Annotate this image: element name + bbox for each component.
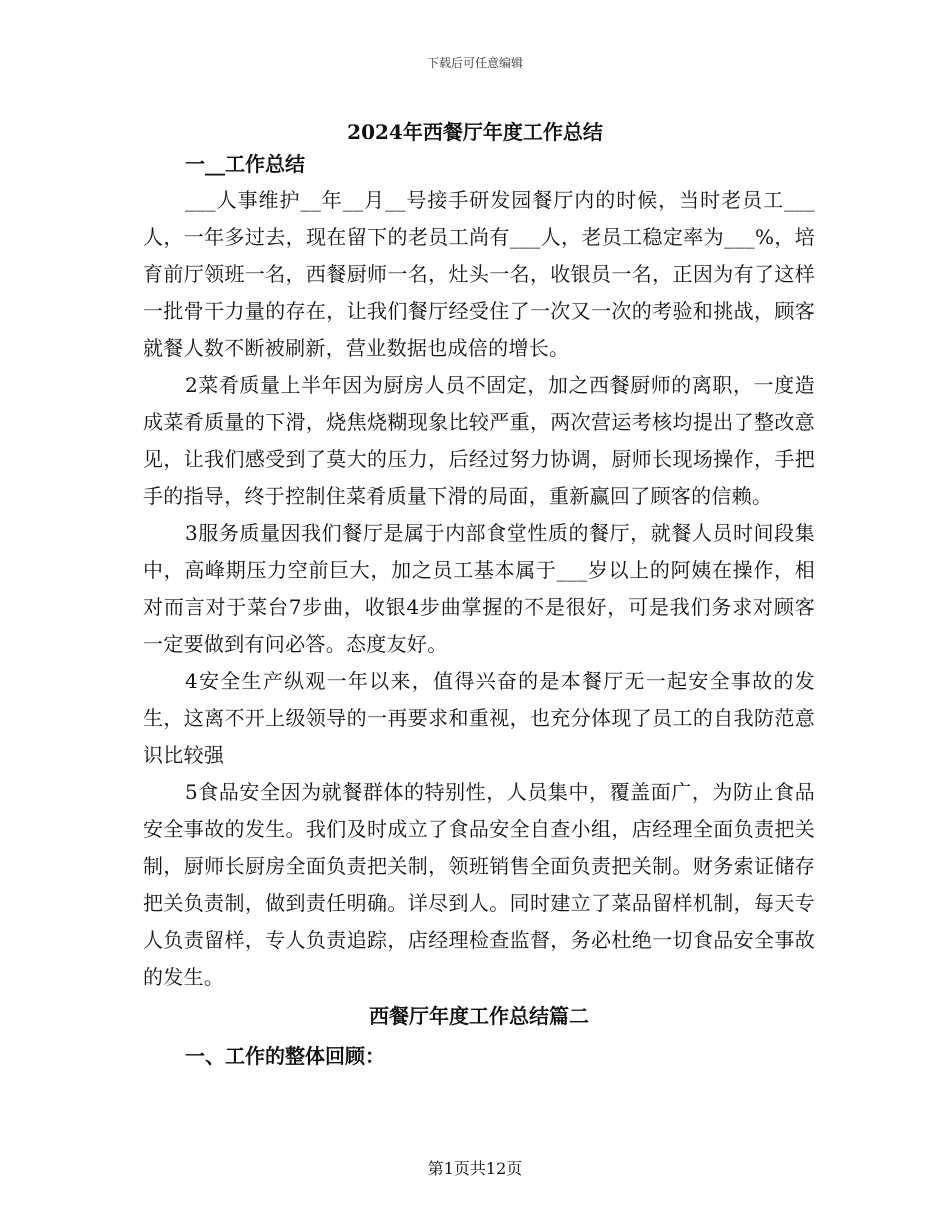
header-note: 下载后可任意编辑 [426, 56, 523, 70]
page-number: 第1页共12页 [427, 1159, 523, 1178]
paragraph-personnel: ___人事维护__年__月__号接手研发园餐厅内的时候，当时老员工___人，一年多过去，现在留下的老员工尚有___人，老员工稳定率为___%，培育前厅领班一名，西餐厨师一名，灶头一名，收银员一名，正因为有了这样一批骨干力量的存在，让我们餐厅经受住了一次又一次的考验和挑战，顾客就餐人数不断被刷新，营业数据也成倍的增长。 [143, 188, 815, 360]
paragraph-food-safety: 5食品安全因为就餐群体的特别性，人员集中，覆盖面广，为防止食品安全事故的发生。我们及时成立了食品安全自查小组，店经理全面负责把关制，厨师长厨房全面负责把关制，领班销售全面负责把关制。财务索证储存把关负责制，做到责任明确。详尽到人。同时建立了菜品留样机制，每天专人负责留样，专人负责追踪，店经理检查监督，务必杜绝一切食品安全事故的发生。 [143, 780, 815, 989]
paragraph-service-quality: 3服务质量因我们餐厅是属于内部食堂性质的餐厅，就餐人员时间段集中，高峰期压力空前巨大，加之员工基本属于___岁以上的阿姨在操作，相对而言对于菜台7步曲，收银4步曲掌握的不是很好，可是我们务求对顾客一定要做到有问必答。态度友好。 [143, 521, 815, 656]
document-title: 2024年西餐厅年度工作总结 [347, 120, 603, 144]
paragraph-dish-quality: 2菜肴质量上半年因为厨房人员不固定，加之西餐厨师的离职，一度造成菜肴质量的下滑，烧焦烧糊现象比较严重，两次营运考核均提出了整改意见，让我们感受到了莫大的压力，后经过努力协调，厨师长现场操作，手把手的指导，终于控制住菜肴质量下滑的局面，重新赢回了顾客的信赖。 [143, 373, 815, 508]
section-heading-overall-review: 一、工作的整体回顾： [185, 1044, 385, 1068]
subtitle-part-two: 西餐厅年度工作总结篇二 [369, 1004, 589, 1028]
document-body [143, 146, 815, 1076]
section-heading-work-summary: 一__工作总结 [185, 152, 305, 176]
paragraph-safety: 4安全生产纵观一年以来，值得兴奋的是本餐厅无一起安全事故的发生，这离不开上级领导的一再要求和重视，也充分体现了员工的自我防范意识比较强 [143, 669, 815, 767]
